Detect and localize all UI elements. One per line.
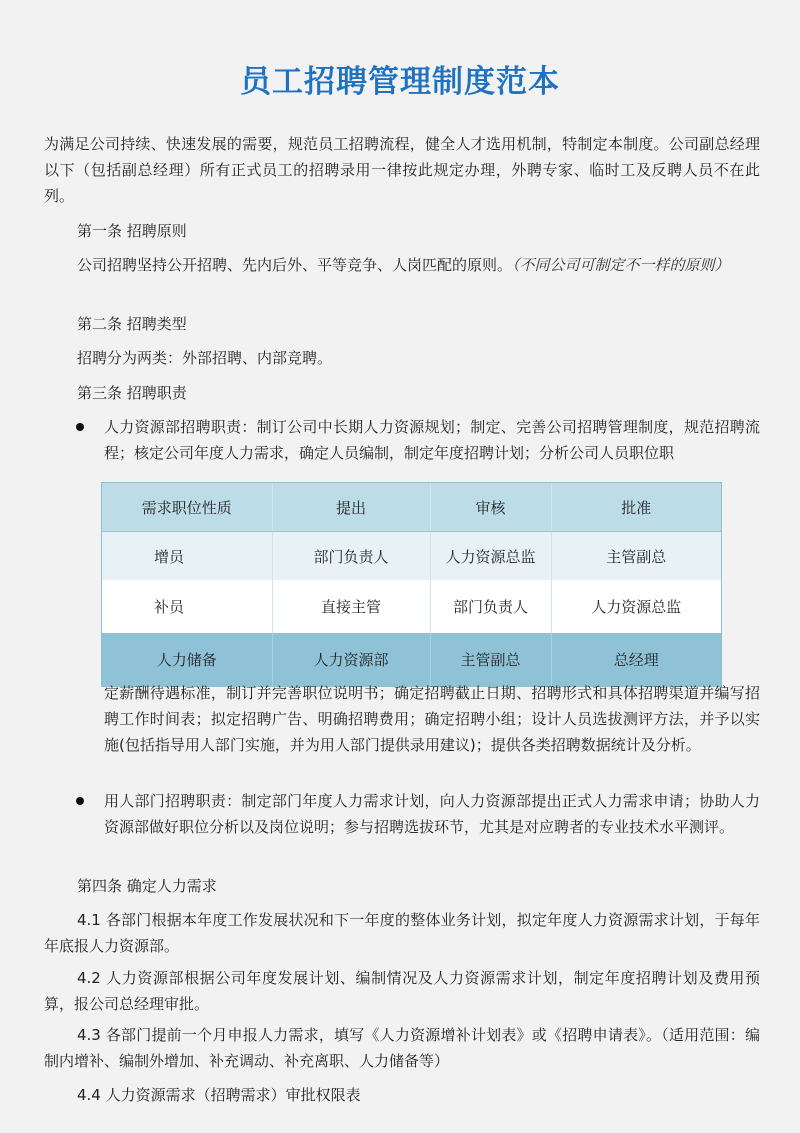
table-cell: 人力资源总监 xyxy=(551,580,721,633)
bullet-dept-duties xyxy=(76,788,760,840)
table-cell: 人力资源总监 xyxy=(430,532,551,581)
table-cell: 人力储备 xyxy=(102,633,272,686)
article3-heading: 第三条 招聘职责 xyxy=(77,384,187,402)
bullet-hr-duties-text-continued: 定薪酬待遇标准，制订并完善职位说明书；确定招聘截止日期、招聘形式和具体招聘渠道并编写招聘工作时间表；拟定招聘广告、明确招聘费用；确定招聘小组；设计人员选拔测评方法，并予以实施(包括指导用人部门实施，并为用人部门提供录用建议)；提供各类招聘数据统计及分析。 xyxy=(104,684,760,754)
article1-note: （不同公司可制定不一样的原则） xyxy=(512,256,730,274)
article2-body: 招聘分为两类：外部招聘、内部竞聘。 xyxy=(77,349,333,367)
document-title: 员工招聘管理制度范本 xyxy=(240,64,560,100)
table-row xyxy=(102,532,721,581)
table-header-cell: 审核 xyxy=(430,483,551,532)
table-header-cell: 需求职位性质 xyxy=(102,483,272,532)
table-cell: 主管副总 xyxy=(551,532,721,581)
intro-paragraph: 为满足公司持续、快速发展的需要，规范员工招聘流程，健全人才选用机制，特制定本制度。公司副总经理以下（包括副总经理）所有正式员工的招聘录用一律按此规定办理，外聘专家、临时工及反聘人员不在此列。 xyxy=(44,135,760,205)
bullet-icon xyxy=(76,797,84,805)
article4-heading: 第四条 确定人力需求 xyxy=(77,877,217,895)
table-cell: 总经理 xyxy=(551,633,721,686)
article4-p42: 4.2 人力资源部根据公司年度发展计划、编制情况及人力资源需求计划，制定年度招聘计划及费用预算，报公司总经理审批。 xyxy=(44,969,760,1013)
table-header-row xyxy=(102,483,721,532)
table-cell: 部门负责人 xyxy=(272,532,430,581)
approval-table xyxy=(101,482,722,687)
bullet-dept-duties-text: 用人部门招聘职责：制定部门年度人力需求计划，向人力资源部提出正式人力需求申请；协助人力资源部做好职位分析以及岗位说明；参与招聘选拔环节，尤其是对应聘者的专业技术水平测评。 xyxy=(104,792,760,836)
table-cell: 直接主管 xyxy=(272,580,430,633)
table-cell: 主管副总 xyxy=(430,633,551,686)
bullet-hr-duties xyxy=(76,414,760,466)
article1-heading: 第一条 招聘原则 xyxy=(77,222,187,240)
bullet-hr-duties-continued xyxy=(76,680,760,758)
bullet-icon xyxy=(76,423,84,431)
table-row xyxy=(102,633,721,686)
table-header-cell: 提出 xyxy=(272,483,430,532)
article4-p44: 4.4 人力资源需求（招聘需求）审批权限表 xyxy=(77,1086,361,1104)
article1-body xyxy=(44,252,760,278)
table-header-cell: 批准 xyxy=(551,483,721,532)
article2-heading: 第二条 招聘类型 xyxy=(77,315,187,333)
table-cell: 增员 xyxy=(102,532,272,581)
table-cell: 部门负责人 xyxy=(430,580,551,633)
article1-text: 公司招聘坚持公开招聘、先内后外、平等竞争、人岗匹配的原则。 xyxy=(77,256,513,274)
table-cell: 人力资源部 xyxy=(272,633,430,686)
bullet-hr-duties-text: 人力资源部招聘职责：制订公司中长期人力资源规划；制定、完善公司招聘管理制度，规范招聘流程；核定公司年度人力需求，确定人员编制，制定年度招聘计划；分析公司人员职位职 xyxy=(104,418,760,462)
table-row xyxy=(102,580,721,633)
article4-p41: 4.1 各部门根据本年度工作发展状况和下一年度的整体业务计划，拟定年度人力资源需求计划，于每年年底报人力资源部。 xyxy=(44,911,760,955)
table-cell: 补员 xyxy=(102,580,272,633)
article4-p43: 4.3 各部门提前一个月申报人力需求，填写《人力资源增补计划表》或《招聘申请表》。（适用范围：编制内增补、编制外增加、补充调动、补充离职、人力储备等） xyxy=(44,1026,760,1070)
